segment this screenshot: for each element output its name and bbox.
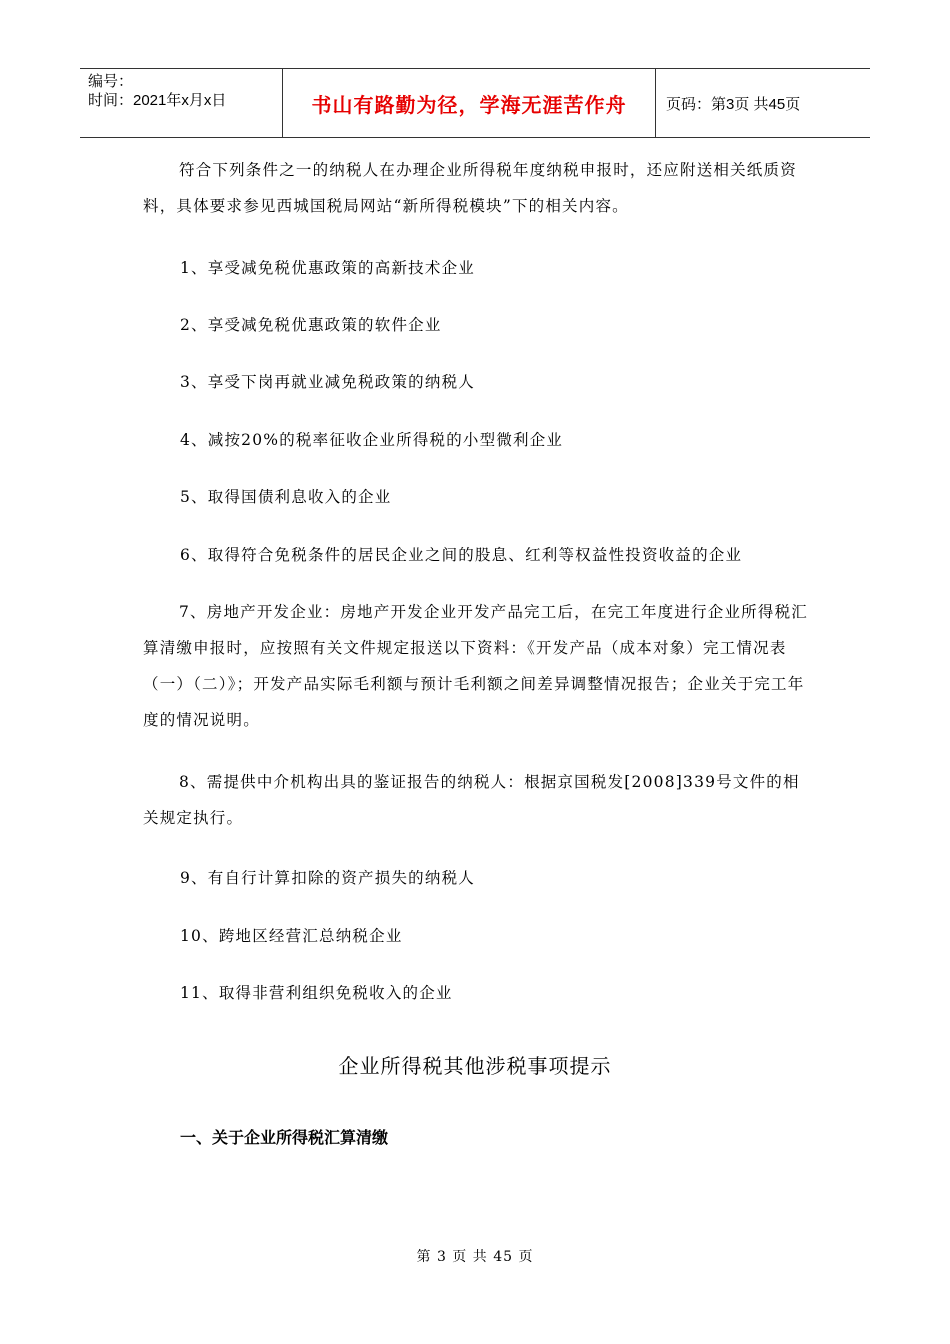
header-meta [80, 69, 282, 137]
header-page-number: 页码：第3页 共45页 [666, 95, 801, 113]
item7-paragraph: 7、房地产开发企业：房地产开发企业开发产品完工后，在完工年度进行企业所得税汇算清缴申报时，应按照有关文件规定报送以下资料：《开发产品（成本对象）完工情况表（一）（二）》；开发产品实际毛利额与预计毛利额之间差异调整情况报告；企业关于完工年度的情况说明。 [143, 603, 808, 729]
list-item: 4、减按20%的税率征收企业所得税的小型微利企业 [180, 431, 564, 449]
subsection-heading: 一、关于企业所得税汇算清缴 [180, 1130, 389, 1147]
page-footer: 第 3 页 共 45 页 [416, 1249, 534, 1265]
list-item: 1、享受减免税优惠政策的高新技术企业 [180, 259, 475, 277]
header-motto: 书山有路勤为径，学海无涯苦作舟 [282, 69, 656, 137]
list-item: 11、取得非营利组织免税收入的企业 [180, 984, 453, 1002]
list-item: 5、取得国债利息收入的企业 [180, 488, 392, 506]
list-item: 9、有自行计算扣除的资产损失的纳税人 [180, 869, 475, 887]
section-title: 企业所得税其他涉税事项提示 [338, 1054, 612, 1078]
list-item: 6、取得符合免税条件的居民企业之间的股息、红利等权益性投资收益的企业 [180, 546, 743, 564]
list-item: 10、跨地区经营汇总纳税企业 [180, 927, 403, 945]
document-date-label: 时间：2021年x月x日 [88, 92, 227, 109]
list-item: 3、享受下岗再就业减免税政策的纳税人 [180, 373, 475, 391]
intro-paragraph: 符合下列条件之一的纳税人在办理企业所得税年度纳税申报时，还应附送相关纸质资料，具体要求参见西城国税局网站“新所得税模块”下的相关内容。 [143, 161, 797, 215]
document-number-label: 编号： [88, 73, 134, 90]
item8-paragraph: 8、需提供中介机构出具的鉴证报告的纳税人：根据京国税发[2008]339号文件的相关规定执行。 [143, 773, 800, 827]
list-item: 2、享受减免税优惠政策的软件企业 [180, 316, 442, 334]
page-header [80, 68, 870, 138]
